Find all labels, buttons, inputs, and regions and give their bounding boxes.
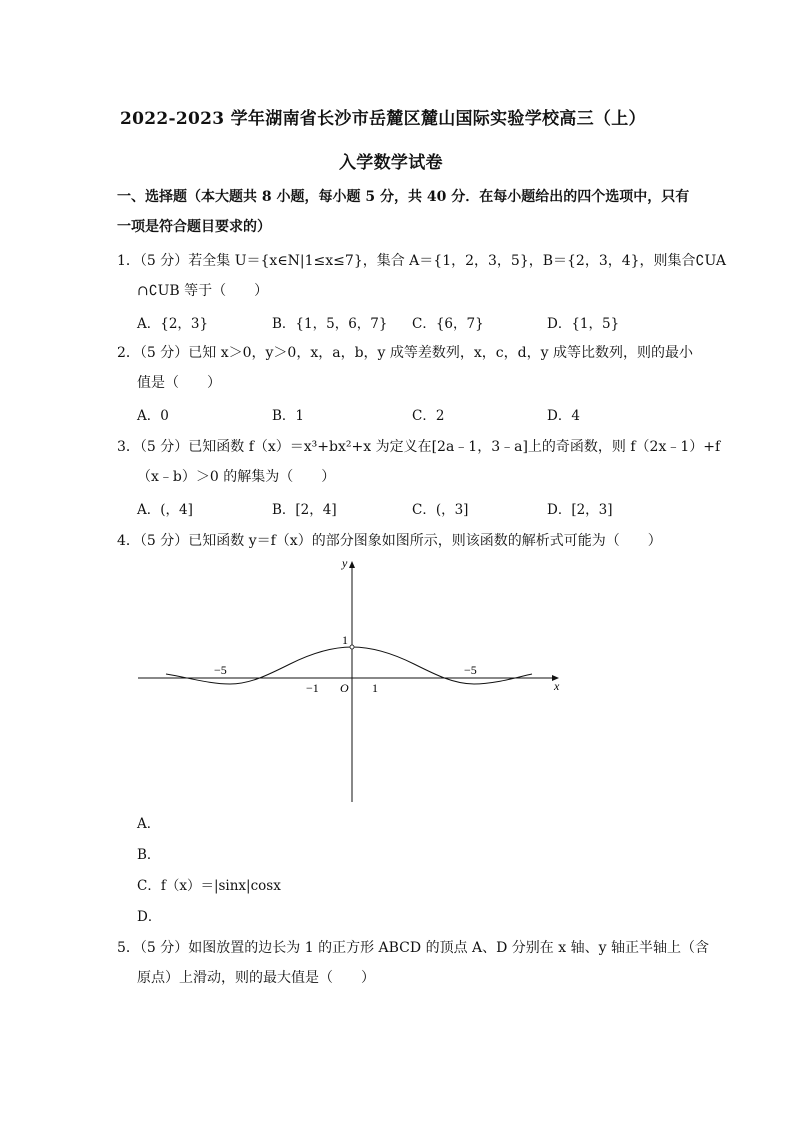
question-1-option-c: C．{6，7}: [412, 316, 484, 332]
question-4-option-a: A．: [137, 816, 161, 832]
question-3-option-c: C．(，3]: [412, 502, 469, 518]
question-1-line1: 1．（5 分）若全集 U＝{x∈N|1≤x≤7}，集合 A＝{1，2，3，5}，B＝{2，3，4}，则集合∁UA: [117, 253, 726, 269]
question-1-line2: ∩∁UB 等于（ ）: [137, 283, 269, 299]
question-3-option-d: D．[2，3]: [547, 502, 613, 518]
question-4-option-b: B．: [137, 847, 161, 863]
y-axis-label: y: [342, 556, 348, 570]
question-2-line1: 2．（5 分）已知 x＞0，y＞0，x，a，b，y 成等差数列，x，c，d，y 成等比数列，则的最小: [117, 345, 693, 361]
question-1-option-a: A．{2，3}: [137, 316, 209, 332]
exam-title-line2: 入学数学试卷: [339, 153, 443, 173]
section-heading-line1: 一、选择题（本大题共 8 小题，每小题 5 分，共 40 分．在每小题给出的四个选项中，只有: [117, 189, 690, 205]
y-one-label: 1: [342, 633, 348, 647]
question-3-line2: （x﹣b）＞0 的解集为（ ）: [137, 469, 336, 485]
question-4-option-d: D．: [137, 909, 162, 925]
question-2-option-b: B．1: [272, 408, 305, 424]
question-3-option-b: B．[2，4]: [272, 502, 337, 518]
question-1-option-d: D．{1，5}: [547, 316, 620, 332]
function-graph-figure: [130, 550, 570, 806]
question-3-option-a: A．(，4]: [137, 502, 193, 518]
question-2-option-d: D．4: [547, 408, 580, 424]
section-heading-line2: 一项是符合题目要求的）: [117, 219, 271, 235]
question-2-option-c: C．2: [412, 408, 445, 424]
question-4-option-c: C．f（x）＝|sinx|cosx: [137, 878, 281, 894]
minus-five-right-label: −5: [464, 663, 477, 677]
x-one-label: 1: [372, 681, 378, 695]
question-2-option-a: A．0: [137, 408, 169, 424]
question-2-line2: 值是（ ）: [137, 375, 221, 391]
x-axis-label: x: [554, 679, 560, 693]
y-intercept-point: [350, 645, 354, 649]
exam-title-line1: 2022-2023 学年湖南省长沙市岳麓区麓山国际实验学校高三（上）: [120, 109, 646, 129]
x-minus-one-label: −1: [306, 681, 319, 695]
question-1-option-b: B．{1，5，6，7}: [272, 316, 388, 332]
question-3-line1: 3．（5 分）已知函数 f（x）＝x³+bx²+x 为定义在[2a﹣1，3﹣a]上的奇函数，则 f（2x﹣1）+f: [117, 439, 721, 455]
question-4-line1: 4．（5 分）已知函数 y＝f（x）的部分图象如图所示，则该函数的解析式可能为（ ）: [117, 533, 662, 549]
origin-label: O: [340, 681, 349, 695]
question-5-line2: 原点）上滑动，则的最大值是（ ）: [137, 970, 375, 986]
minus-five-left-label: −5: [214, 663, 227, 677]
question-5-line1: 5．（5 分）如图放置的边长为 1 的正方形 ABCD 的顶点 A、D 分别在 x 轴、y 轴正半轴上（含: [117, 940, 709, 956]
